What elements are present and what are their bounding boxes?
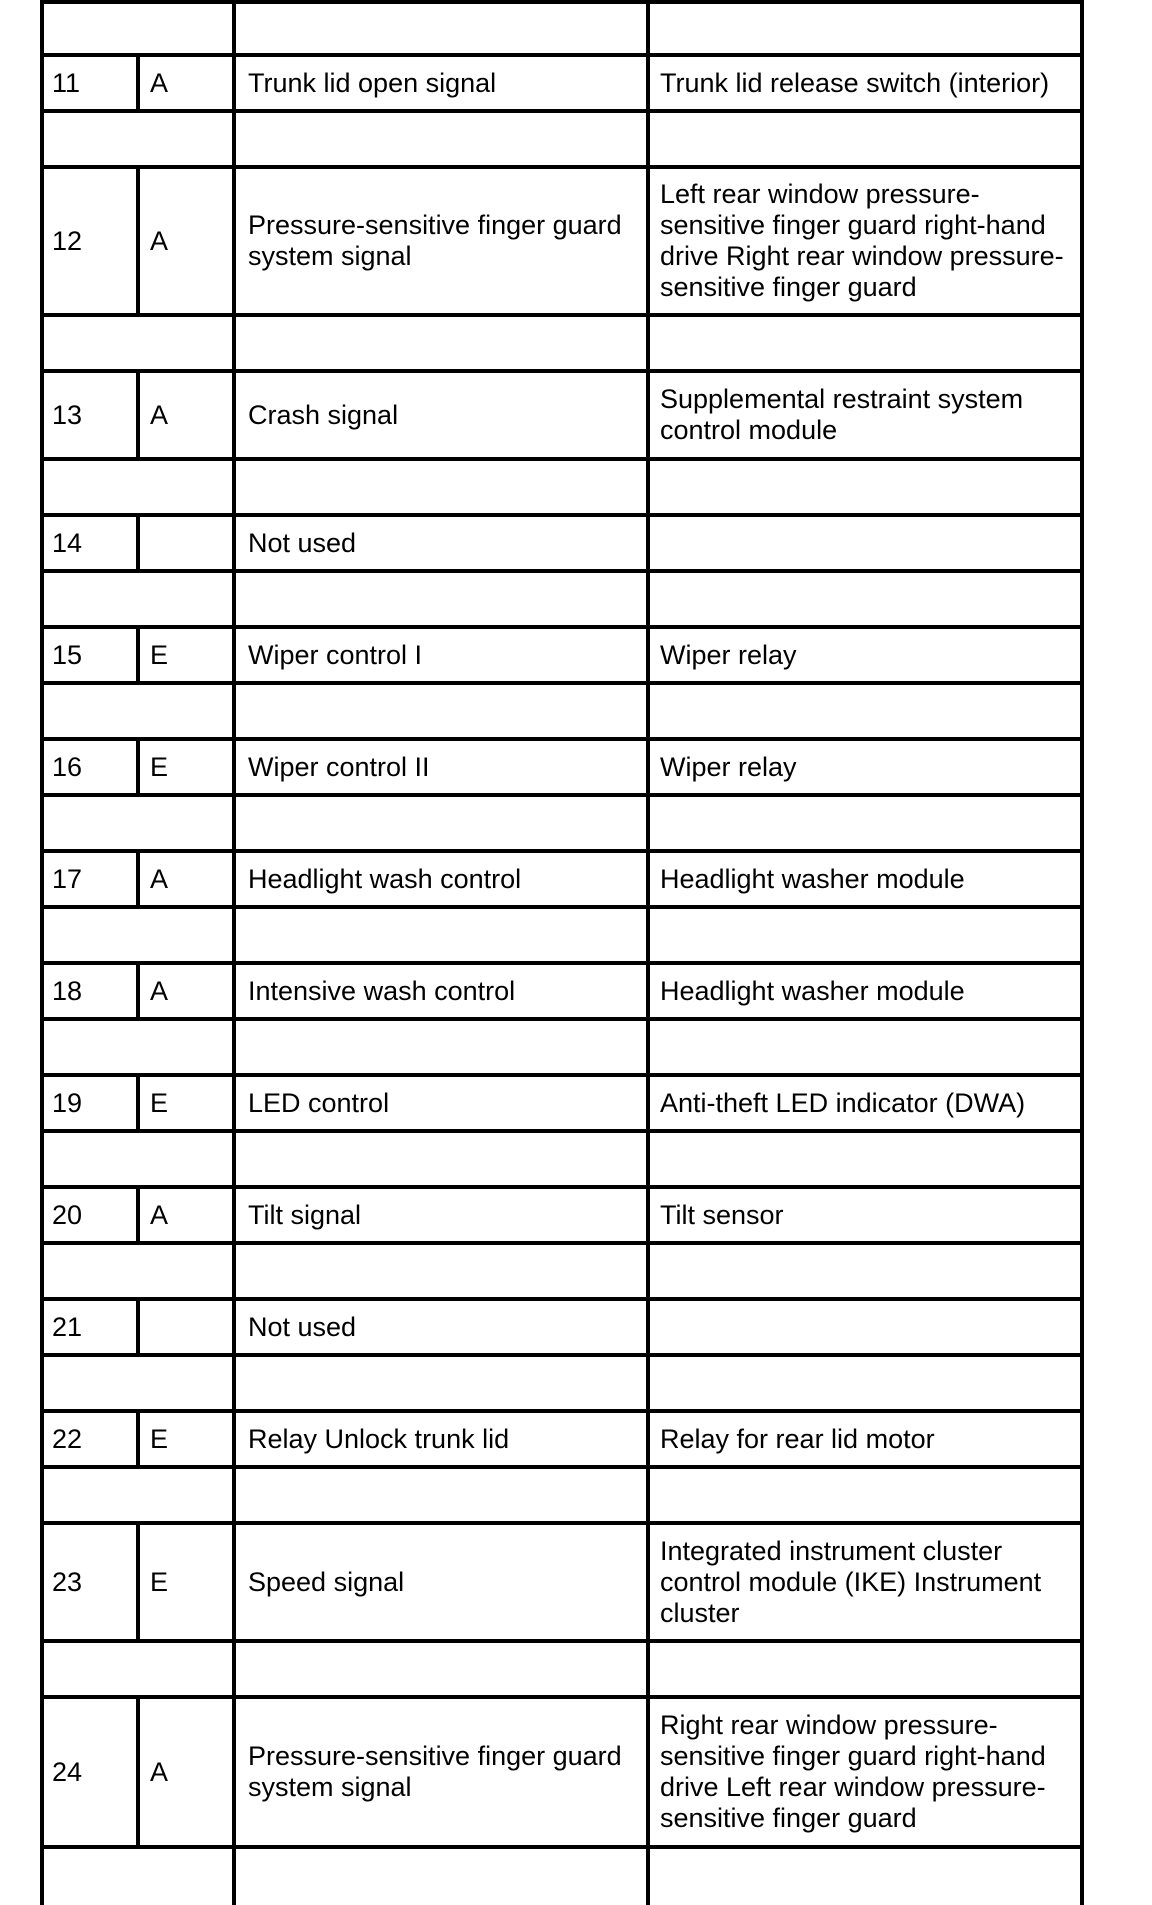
pin-cell: 12 — [52, 225, 83, 256]
table-row — [40, 165, 1084, 313]
pin-cell: 18 — [52, 975, 83, 1006]
pin-cell — [44, 317, 232, 369]
signal-cell: Relay Unlock trunk lid — [232, 1413, 646, 1465]
spacer-row — [40, 905, 1084, 961]
pin-cell — [44, 573, 232, 625]
io-cell: E — [136, 741, 232, 793]
pin-cell: 14 — [52, 527, 83, 558]
io-cell: E — [136, 1413, 232, 1465]
pin-cell — [44, 1469, 232, 1521]
io-cell: E — [136, 629, 232, 681]
io-cell — [136, 1301, 232, 1353]
signal-cell — [232, 113, 646, 165]
component-cell: Wiper relay — [646, 741, 1080, 793]
table-row — [40, 849, 1084, 905]
pin-cell — [44, 685, 232, 737]
signal-cell: Intensive wash control — [232, 965, 646, 1017]
signal-cell: Speed signal — [232, 1525, 646, 1639]
io-cell: A — [136, 1189, 232, 1241]
signal-cell — [232, 1643, 646, 1695]
spacer-row — [40, 569, 1084, 625]
table-row — [40, 1695, 1084, 1845]
spacer-row — [40, 0, 1084, 53]
pin-cell: 16 — [52, 751, 83, 782]
io-cell: A — [136, 373, 232, 457]
component-cell — [646, 573, 1080, 625]
table-row — [40, 53, 1084, 109]
pin-cell: 20 — [52, 1199, 83, 1230]
table-row — [40, 513, 1084, 569]
component-cell: Relay for rear lid motor — [646, 1413, 1080, 1465]
signal-cell — [232, 317, 646, 369]
component-cell — [646, 1021, 1080, 1073]
component-cell — [646, 1643, 1080, 1695]
component-cell — [646, 1245, 1080, 1297]
pin-cell — [44, 1021, 232, 1073]
component-cell — [646, 461, 1080, 513]
io-cell: A — [136, 965, 232, 1017]
signal-cell — [232, 1849, 646, 1905]
component-cell — [646, 1133, 1080, 1185]
signal-cell: Trunk lid open signal — [232, 57, 646, 109]
table-row — [40, 1073, 1084, 1129]
spacer-row — [40, 1465, 1084, 1521]
io-cell: E — [136, 1077, 232, 1129]
io-cell: E — [136, 1525, 232, 1639]
pin-assignment-table — [40, 0, 1084, 1905]
component-cell: Right rear window pressure-sensitive finger guard right-hand drive Left rear window pressure-sensitive finger guard — [646, 1699, 1080, 1845]
table-row — [40, 737, 1084, 793]
pin-cell — [44, 4, 232, 53]
component-cell — [646, 909, 1080, 961]
signal-cell — [232, 1245, 646, 1297]
io-cell: A — [136, 57, 232, 109]
component-cell: Anti-theft LED indicator (DWA) — [646, 1077, 1080, 1129]
component-cell: Left rear window pressure-sensitive finger guard right-hand drive Right rear window pressure-sensitive finger guard — [646, 169, 1080, 313]
component-cell: Headlight washer module — [646, 965, 1080, 1017]
signal-cell — [232, 461, 646, 513]
table-row — [40, 1185, 1084, 1241]
signal-cell — [232, 4, 646, 53]
component-cell: Tilt sensor — [646, 1189, 1080, 1241]
spacer-row — [40, 793, 1084, 849]
pin-cell — [44, 1245, 232, 1297]
component-cell — [646, 797, 1080, 849]
component-cell — [646, 1849, 1080, 1905]
table-row — [40, 369, 1084, 457]
pin-cell: 11 — [52, 67, 81, 98]
spacer-row — [40, 1129, 1084, 1185]
pin-cell — [44, 797, 232, 849]
signal-cell — [232, 797, 646, 849]
io-cell: A — [136, 853, 232, 905]
component-cell — [646, 685, 1080, 737]
pin-cell — [44, 1643, 232, 1695]
signal-cell: Wiper control I — [232, 629, 646, 681]
pin-cell: 15 — [52, 639, 83, 670]
signal-cell: Pressure-sensitive finger guard system signal — [232, 169, 646, 313]
component-cell: Headlight washer module — [646, 853, 1080, 905]
pin-cell: 22 — [52, 1423, 83, 1454]
signal-cell — [232, 1469, 646, 1521]
signal-cell — [232, 573, 646, 625]
io-cell — [136, 517, 232, 569]
component-cell — [646, 317, 1080, 369]
pin-cell: 24 — [52, 1756, 83, 1787]
table-row — [40, 625, 1084, 681]
component-cell — [646, 4, 1080, 53]
signal-cell — [232, 1133, 646, 1185]
spacer-row — [40, 109, 1084, 165]
pin-cell: 23 — [52, 1566, 83, 1597]
signal-cell — [232, 685, 646, 737]
pin-cell: 19 — [52, 1087, 83, 1118]
pin-cell — [44, 113, 232, 165]
component-cell: Integrated instrument cluster control module (IKE) Instrument cluster — [646, 1525, 1080, 1639]
table-row — [40, 1409, 1084, 1465]
signal-cell: LED control — [232, 1077, 646, 1129]
signal-cell: Not used — [232, 1301, 646, 1353]
signal-cell: Wiper control II — [232, 741, 646, 793]
component-cell: Supplemental restraint system control module — [646, 373, 1080, 457]
pin-cell — [44, 1849, 232, 1905]
component-cell — [646, 1357, 1080, 1409]
spacer-row — [40, 681, 1084, 737]
signal-cell: Headlight wash control — [232, 853, 646, 905]
signal-cell: Not used — [232, 517, 646, 569]
pin-cell — [44, 909, 232, 961]
table-row — [40, 961, 1084, 1017]
component-cell — [646, 1301, 1080, 1353]
component-cell: Wiper relay — [646, 629, 1080, 681]
pin-cell — [44, 1133, 232, 1185]
signal-cell: Tilt signal — [232, 1189, 646, 1241]
pin-cell: 13 — [52, 399, 83, 430]
spacer-row — [40, 1017, 1084, 1073]
spacer-row — [40, 1845, 1084, 1905]
component-cell: Trunk lid release switch (interior) — [646, 57, 1080, 109]
signal-cell: Pressure-sensitive finger guard system signal — [232, 1699, 646, 1845]
table-row — [40, 1521, 1084, 1639]
signal-cell: Crash signal — [232, 373, 646, 457]
pin-cell: 17 — [52, 863, 83, 894]
pin-cell — [44, 461, 232, 513]
table-row — [40, 1297, 1084, 1353]
signal-cell — [232, 1357, 646, 1409]
component-cell — [646, 517, 1080, 569]
spacer-row — [40, 1353, 1084, 1409]
signal-cell — [232, 1021, 646, 1073]
spacer-row — [40, 1241, 1084, 1297]
pin-cell: 21 — [52, 1311, 83, 1342]
io-cell: A — [136, 169, 232, 313]
pin-cell — [44, 1357, 232, 1409]
component-cell — [646, 113, 1080, 165]
spacer-row — [40, 457, 1084, 513]
spacer-row — [40, 1639, 1084, 1695]
spacer-row — [40, 313, 1084, 369]
io-cell: A — [136, 1699, 232, 1845]
component-cell — [646, 1469, 1080, 1521]
signal-cell — [232, 909, 646, 961]
